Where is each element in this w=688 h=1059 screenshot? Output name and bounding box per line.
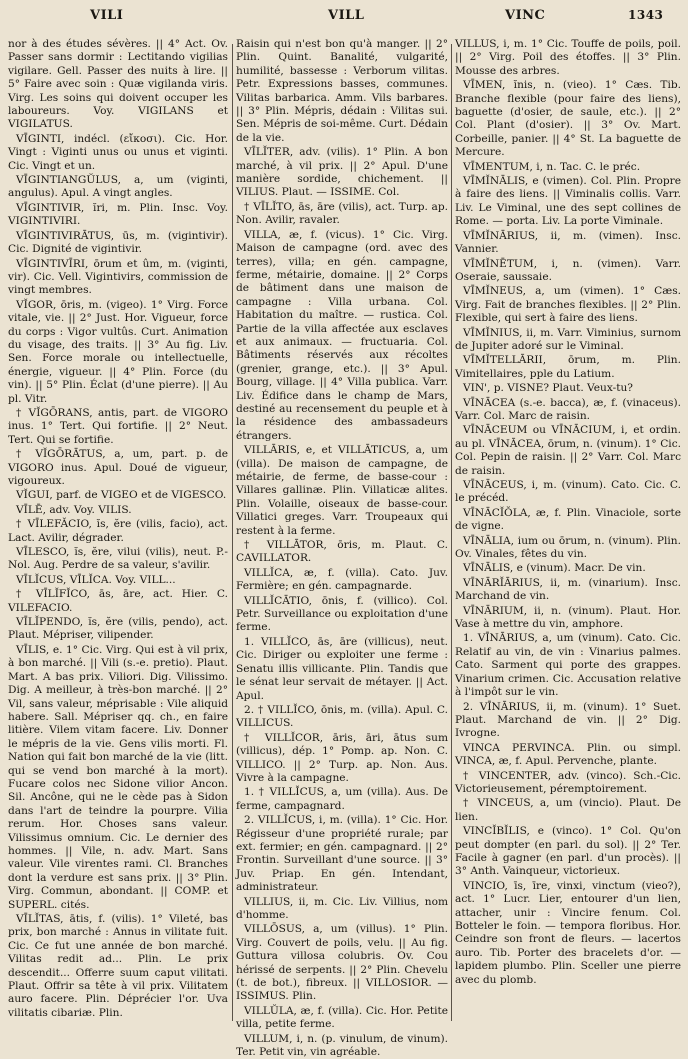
dictionary-entry: VILLUM, i, n. (p. vinulum, de vinum). Ter. Petit vin, vin agréable.	[236, 1032, 448, 1059]
dictionary-entry: † VILLĬCOR, āris, āri, ātus sum (villicus), dép. 1° Pomp. ap. Non. C. VILLICO. || 2° Turp. ap. Non. Aus. Vivre à la campagne.	[236, 731, 448, 784]
dictionary-entry: nor à des études sévères. || 4° Act. Ov. Passer sans dormir : Lectitando vigilias vigilare. Gell. Passer des nuits à lire. || 5° Faire avec soin : Quæ vigilanda viris. Virg. Les soins qui doivent occuper les laboureurs. Voy. VIGILANS et VIGILATUS.	[8, 38, 228, 131]
dictionary-entry: VĪNĀRĬĀRIUS, ii, m. (vinarium). Insc. Marchand de vin.	[455, 576, 681, 603]
dictionary-entry: VĪGINTIVIRĀTUS, ūs, m. (vigintivir). Cic. Dignité de vigintivir.	[8, 229, 228, 256]
column-center	[236, 38, 448, 1059]
dictionary-entry: VĪNĀCEUS, i, m. (vinum). Cato. Cic. C. le précéd.	[455, 479, 681, 505]
dictionary-entry: † VĪLĬFĬCO, ās, āre, act. Hier. C. VILEFACIO.	[8, 588, 228, 614]
dictionary-entry: VĪNĀLIA, ium ou ōrum, n. (vinum). Plin. Ov. Vinales, fêtes du vin.	[455, 534, 681, 561]
header-left-word: VILI	[90, 8, 124, 23]
running-header	[0, 8, 688, 34]
dictionary-entry: 1. † VILLĬCUS, a, um (villa). Aus. De ferme, campagnard.	[236, 786, 448, 812]
dictionary-entry: VĪMEN, ĭnis, n. (vieo). 1° Cæs. Tib. Branche flexible (pour faire des liens), baguette (d'osier, de saule, etc.). || 2° Col. Plant (d'osier). || 3° Ov. Mart. Corbeille, panier. || 4° St. La baguette de Mercure.	[455, 79, 681, 159]
dictionary-entry: VĪMĬNEUS, a, um (vimen). 1° Cæs. Virg. Fait de branches flexibles. || 2° Plin. Flexible, qui sert à faire des liens.	[455, 285, 681, 325]
dictionary-entry: VĪLIS, e. 1° Cic. Virg. Qui est à vil prix, à bon marché. || Vili (s.-e. pretio). Plaut. Mart. A bas prix. Viliori. Dig. Vilissimo. Dig. A meilleur, à très-bon marché. || 2° Vil, sans valeur, méprisable : Vile aliquid habere. Sall. Mépriser qq. ch., en faire litière. Vilem vitam facere. Liv. Donner le mépris de la vie. Gens vilis morti. Fl. Nation qui fait bon marché de la vie (litt. qui se vend bon marché à la mort). Fucare colos nec Sidone vilior Ancon. Sil. Ancône, qui ne le cède pas à Sidon dans l'art de teindre la pourpre. Vilia rerum. Hor. Choses sans valeur. Vilissimus omnium. Cic. Le dernier des hommes. || Vile, n. adv. Mart. Sans valeur. Vile virentes rami. Cl. Branches dont la verdure est sans prix. || 3° Plin. Virg. Commun, abondant. || COMP. et SUPERL. cités.	[8, 643, 228, 911]
column-left	[8, 38, 228, 1019]
dictionary-entry: VILLĬCĀTIO, ōnis, f. (villico). Col. Petr. Surveillance ou exploitation d'une ferme.	[236, 594, 448, 634]
dictionary-entry: VĪMĬNĀRIUS, ii, m. (vimen). Insc. Vannier.	[455, 229, 681, 256]
dictionary-entry: † VĪLĬTO, ās, āre (vilis), act. Turp. ap. Non. Avilir, ravaler.	[236, 200, 448, 227]
dictionary-entry: VĪNĀCEUM ou VĪNĀCIUM, i, et ordin. au pl. VĪNĀCEA, ōrum, n. (vinum). 1° Cic. Col. Pepin de raisin. || 2° Varr. Col. Marc de raisin.	[455, 424, 681, 477]
dictionary-entry: VILLĬCA, æ, f. (villa). Cato. Juv. Fermière; en gén. campagnarde.	[236, 566, 448, 593]
dictionary-entry: 1. VĪNĀRIUS, a, um (vinum). Cato. Cic. Relatif au vin, de vin : Vinarius palmes. Cato. Sarment qui porte des grappes. Vinarium crimen. Cic. Accusation relative à l'impôt sur le vin.	[455, 632, 681, 699]
dictionary-entry: VĪLĒ, adv. Voy. VILIS.	[16, 503, 132, 516]
dictionary-entry: VĪNĀRIUM, ii, n. (vinum). Plaut. Hor. Vase à mettre du vin, amphore.	[455, 604, 681, 631]
dictionary-entry: † VINCENTER, adv. (vinco). Sch.-Cic. Victorieusement, péremptoirement.	[455, 769, 681, 795]
dictionary-entry: VILLUS, i, m. 1° Cic. Touffe de poils, poil. || 2° Virg. Poil des étoffes. || 3° Plin. Mousse des arbres.	[455, 38, 681, 77]
dictionary-entry: VĪGINTIVIR, ĭri, m. Plin. Insc. Voy. VIGINTIVIRI.	[8, 201, 228, 228]
dictionary-entry: VIN', p. VISNE? Plaut. Veux-tu?	[463, 382, 633, 395]
dictionary-entry: VĪMENTUM, i, n. Tac. C. le préc.	[463, 160, 641, 173]
dictionary-entry: VĪMĬNIUS, ii, m. Varr. Viminius, surnom de Jupiter adoré sur le Viminal.	[455, 326, 681, 352]
dictionary-entry: VINCIO, īs, īre, vinxi, vinctum (vieo?), act. 1° Lucr. Lier, entourer d'un lien, attacher, unir : Vincire fenum. Col. Botteler le foin. — tempora floribus. Hor. Ceindre son front de fleurs. — lacertos auro. Tib. Porter des bracelets d'or. — lapidem plumbo. Plin. Sceller une pierre avec du plomb.	[455, 879, 681, 986]
dictionary-entry: VĪNĀCEA (s.-e. bacca), æ, f. (vinaceus). Varr. Col. Marc de raisin.	[455, 396, 681, 422]
dictionary-entry: VĪMĬNĀLIS, e (vimen). Col. Plin. Propre à faire des liens. || Viminalis collis. Varr. Liv. Le Viminal, une des sept collines de Rome. — porta. Liv. La porte Viminale.	[455, 175, 681, 228]
column-divider	[451, 44, 452, 1021]
column-right	[455, 38, 681, 1019]
dictionary-entry: VĪGINTIANGŬLUS, a, um (viginti, angulus). Apul. A vingt angles.	[8, 174, 228, 200]
dictionary-entry: VINCĬBĬLIS, e (vinco). 1° Col. Qu'on peut dompter (en parl. du sol). || 2° Ter. Facile à gagner (en parl. d'un procès). || 3° Anth. Vainqueur, victorieux.	[455, 825, 681, 878]
dictionary-entry: † VĬGŌRĀTUS, a, um, part. p. de VIGORO inus. Apul. Doué de vigueur, vigoureux.	[8, 448, 228, 487]
dictionary-entry: VILLA, æ, f. (vicus). 1° Cic. Virg. Maison de campagne (ord. avec des terres), villa; en gén. campagne, ferme, métairie, domaine. || 2° Corps de bâtiment dans une maison de campagne : Villa urbana. Col. Habitation du maître. — rustica. Col. Partie de la villa affectée aux esclaves et aux animaux. — fructuaria. Col. Bâtiments réservés aux récoltes (grenier, grange, etc.). || 3° Apul. Bourg, village. || 4° Villa publica. Varr. Liv. Édifice dans le champ de Mars, destiné au recensement du peuple et à la résidence des ambassadeurs étrangers.	[236, 228, 448, 442]
dictionary-entry: 2. VILLĬCUS, i, m. (villa). 1° Cic. Hor. Régisseur d'une propriété rurale; par ext. fermier; en gén. campagnard. || 2° Frontin. Surveillant d'une source. || 3° Juv. Priap. En gén. Intendant, administrateur.	[236, 814, 448, 894]
dictionary-entry: 2. VĪNĀRIUS, ii, m. (vinum). 1° Suet. Plaut. Marchand de vin. || 2° Dig. Ivrogne.	[455, 700, 681, 740]
dictionary-entry: VĪLĬPENDO, ĭs, ĕre (vilis, pendo), act. Plaut. Mépriser, vilipender.	[8, 616, 228, 642]
dictionary-entry: 1. VILLĬCO, ās, āre (villicus), neut. Cic. Diriger ou exploiter une ferme : Senatu illis villicante. Plin. Tandis que le sénat leur servait de métayer. || Act. Apul.	[236, 635, 448, 702]
dictionary-entry: VĪMĬNĒTUM, i, n. (vimen). Varr. Oseraie, saussaie.	[455, 257, 681, 283]
dictionary-entry: VĪMĬTELLĀRII, ōrum, m. Plin. Vimitellaires, pple du Latium.	[455, 354, 681, 380]
dictionary-entry: VINCA PERVINCA. Plin. ou simpl. VINCA, æ, f. Apul. Pervenche, plante.	[455, 741, 681, 768]
dictionary-entry: Raisin qui n'est bon qu'à manger. || 2° Plin. Quint. Banalité, vulgarité, humilité, bassesse : Verborum vilitas. Petr. Expressions basses, communes. Vilitas barbarica. Amm. Vils barbares. || 3° Plin. Mépris, dédain : Vilitas sui. Sen. Mépris de soi-même. Curt. Dédain de la vie.	[236, 38, 448, 144]
dictionary-entry: VILLŌSUS, a, um (villus). 1° Plin. Virg. Couvert de poils, velu. || Au fig. Guttura villosa colubris. Ov. Cou hérissé de serpents. || 2° Plin. Chevelu (t. de bot.), fibreux. || VILLOSIOR. — ISSIMUS. Plin.	[236, 923, 448, 1003]
dictionary-entry: VĪLĬTAS, ātis, f. (vilis). 1° Vileté, bas prix, bon marché : Annus in vilitate fuit. Cic. Ce fut une année de bon marché. Vilitas redit ad... Plin. Le prix descendit... Offerre suum caput vilitati. Plaut. Offrir sa tête à vil prix. Vilitatem auro facere. Plin. Déprécier l'or. Uva vilitatis cibariæ. Plin.	[8, 913, 228, 1019]
dictionary-entry: VĪNĀLIS, e (vinum). Macr. De vin.	[463, 562, 646, 575]
dictionary-entry: VĬGOR, ōris, m. (vigeo). 1° Virg. Force vitale, vie. || 2° Just. Hor. Vigueur, force du corps : Vigor vultûs. Curt. Animation du visage, des traits. || 3° Au fig. Liv. Sen. Force morale ou intellectuelle, énergie, vigueur. || 4° Plin. Force (du vin). || 5° Plin. Éclat (d'une pierre). || Au pl. Vitr.	[8, 298, 228, 405]
dictionary-entry: VĪLĬCUS, VĪLĬCA. Voy. VILL...	[16, 573, 176, 586]
dictionary-entry: † VINCEUS, a, um (vincio). Plaut. De lien.	[455, 797, 681, 823]
dictionary-entry: VĪLESCO, ĭs, ĕre, vilui (vilis), neut. P.-Nol. Aug. Perdre de sa valeur, s'avilir.	[8, 546, 228, 572]
dictionary-entry: VĪGINTI, indécl. (εἴκοσι). Cic. Hor. Vingt : Viginti unus ou unus et viginti. Cic. Vingt et un.	[8, 132, 228, 172]
dictionary-entry: † VILLĀTOR, ōris, m. Plaut. C. CAVILLATOR.	[236, 539, 448, 565]
header-right-word: VINC	[505, 8, 546, 23]
dictionary-entry: VILLIUS, ii, m. Cic. Liv. Villius, nom d'homme.	[236, 895, 448, 921]
dictionary-entry: VILLŬLA, æ, f. (villa). Cic. Hor. Petite villa, petite ferme.	[236, 1004, 448, 1031]
dictionary-entry: 2. † VILLĬCO, ōnis, m. (villa). Apul. C. VILLICUS.	[236, 703, 448, 730]
header-center-word: VILL	[328, 8, 365, 23]
dictionary-entry: VĪNĀCĬŎLA, æ, f. Plin. Vinaciole, sorte de vigne.	[455, 506, 681, 533]
page-number: 1343	[628, 8, 664, 22]
dictionary-entry: † VĬGŌRANS, antis, part. de VIGORO inus. 1° Tert. Qui fortifie. || 2° Neut. Tert. Qui se fortifie.	[8, 406, 228, 446]
dictionary-entry: VILLĀRIS, e, et VILLĀTICUS, a, um (villa). De maison de campagne, de métairie, de ferme, de basse-cour : Villares gallinæ. Plin. Villaticæ alites. Plin. Volaille, oiseaux de basse-cour. Villatici greges. Varr. Troupeaux qui restent à la ferme.	[236, 444, 448, 537]
text-columns	[0, 32, 688, 1059]
dictionary-entry: VĬGUI, parf. de VIGEO et de VIGESCO.	[16, 489, 227, 502]
dictionary-entry: VĪLĬTER, adv. (vilis). 1° Plin. A bon marché, à vil prix. || 2° Apul. D'une manière sordide, chichement. || VILIUS. Plaut. — ISSIME. Col.	[236, 146, 448, 199]
column-divider	[232, 44, 233, 1021]
dictionary-entry: † VĪLEFĂCIO, ĭs, ĕre (vilis, facio), act. Lact. Avilir, dégrader.	[8, 518, 228, 544]
dictionary-entry: VĪGINTIVĪRI, ōrum et ûm, m. (viginti, vir). Cic. Vell. Vigintivirs, commission de vingt membres.	[8, 257, 228, 297]
